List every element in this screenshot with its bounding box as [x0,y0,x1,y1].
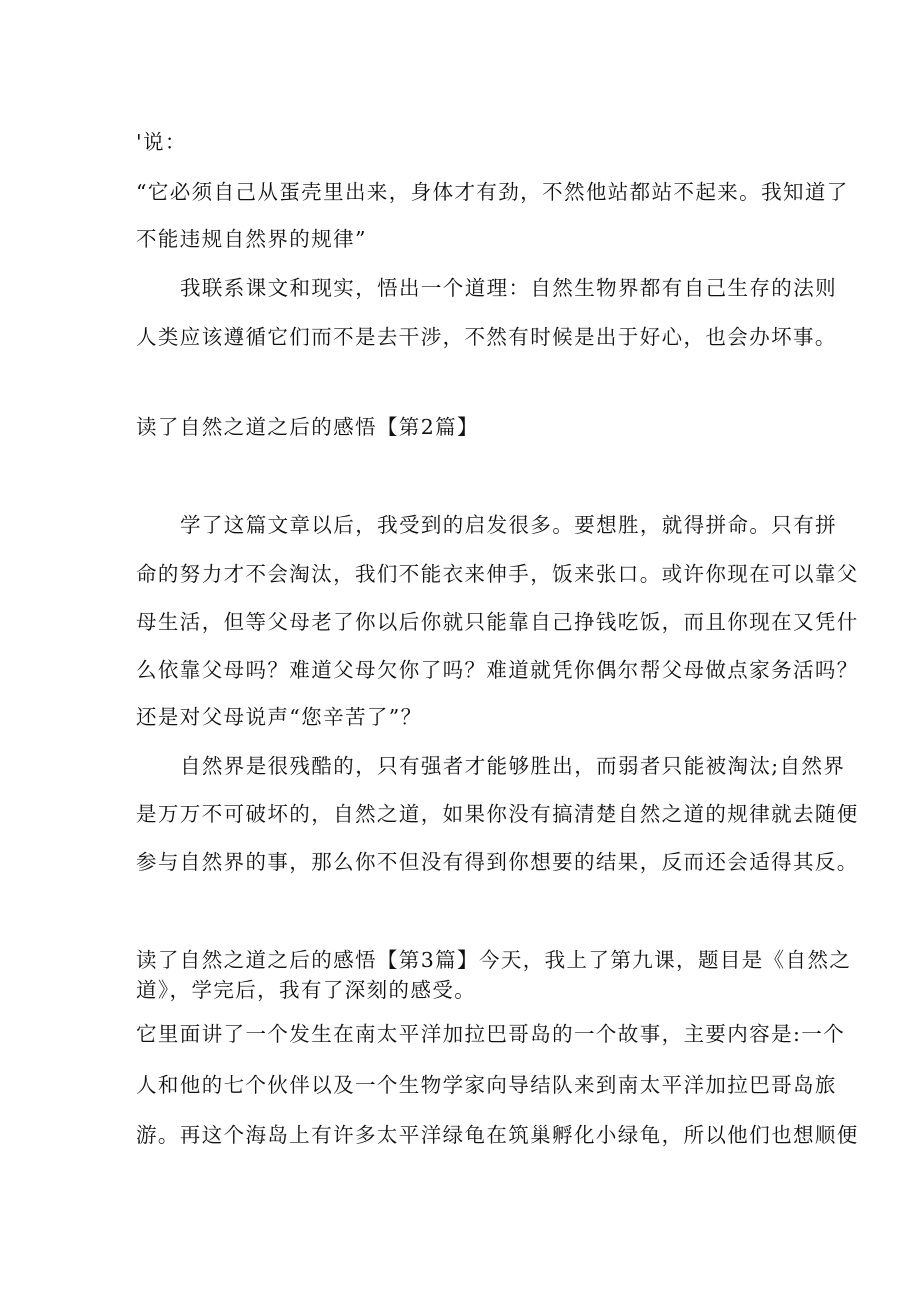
text-line: 不能违规自然界的规律” [136,227,367,251]
text-line: 人类应该遵循它们而不是去干涉，不然有时候是出于好心，也会办坏事。 [136,325,837,349]
section-heading: 读了自然之道之后的感悟【第2篇】 [136,415,479,439]
text-line: 参与自然界的事，那么你不但没有得到你想要的结果，反而还会适得其反。 [136,850,859,874]
text-line: 我联系课文和现实，悟出一个道理：自然生物界都有自己生存的法则 [180,276,837,300]
text-line: 学了这篇文章以后，我受到的启发很多。要想胜，就得拼命。只有拼 [180,513,837,537]
text-line: 道》，学完后，我有了深刻的感受。 [136,978,477,1002]
text-line: 游。再这个海岛上有许多太平洋绿龟在筑巢孵化小绿龟，所以他们也想顺便 [136,1123,859,1147]
text-line: 命的努力才不会淘汰，我们不能衣来伸手，饭来张口。或许你现在可以靠父 [136,562,859,586]
text-line: '说： [136,130,187,154]
text-line: 自然界是很残酷的，只有强者才能够胜出，而弱者只能被淘汰;自然界 [180,754,846,778]
section-heading: 读了自然之道之后的感悟【第3篇】今天，我上了第九课，题目是《自然之 [136,948,852,972]
text-line: 它里面讲了一个发生在南太平洋加拉巴哥岛的一个故事，主要内容是:一个 [136,1022,846,1046]
text-line: 是万万不可破坏的，自然之道，如果你没有搞清楚自然之道的规律就去随便 [136,802,859,826]
text-line: 母生活，但等父母老了你以后你就只能靠自己挣钱吃饭，而且你现在又凭什 [136,610,859,634]
text-line: 人和他的七个伙伴以及一个生物学家向导结队来到南太平洋加拉巴哥岛旅 [136,1073,837,1097]
text-line: 么依靠父母吗？难道父母欠你了吗？难道就凭你偶尔帮父母做点家务活吗？ [136,658,859,682]
text-line: 还是对父母说声“您辛苦了”？ [136,705,423,729]
text-line: “它必须自己从蛋壳里出来，身体才有劲，不然他站都站不起来。我知道了 [136,180,849,204]
